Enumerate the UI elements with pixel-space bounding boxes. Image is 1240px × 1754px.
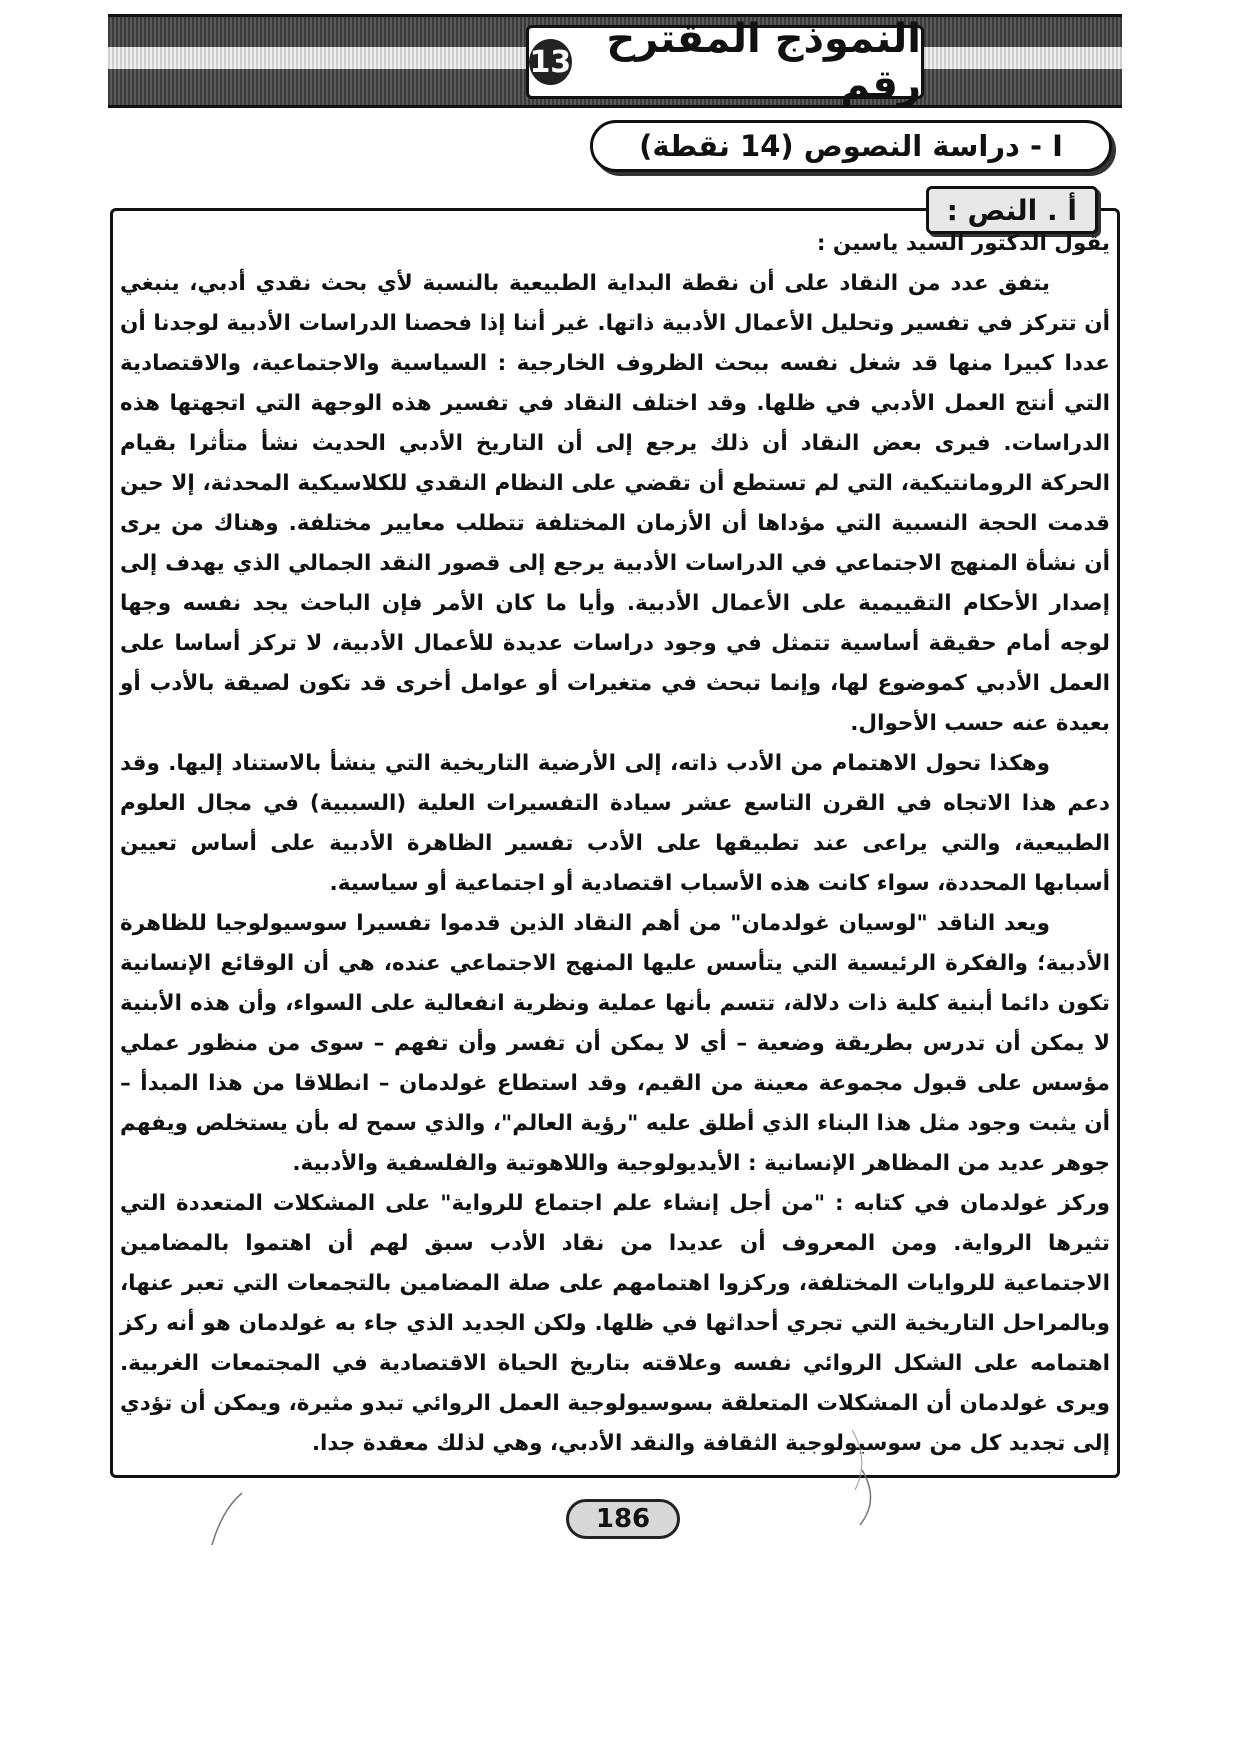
page-number: 186 xyxy=(566,1499,680,1539)
text-body xyxy=(120,224,1110,1464)
paragraph-4: وركز غولدمان في كتابه : "من أجل إنشاء علم اجتماع للرواية" على المشكلات المتعددة التي تثيرها الرواية. ومن المعروف أن عديدا من نقاد الأدب سبق لهم أن اهتموا بالمضامين الاجتماعية للروايات المختلفة، وركزوا اهتمامهم على صلة المضامين بالتجمعات التي تعبر عنها، وبالمراحل التاريخية التي تجري أحداثها في ظلها. ولكن الجديد الذي جاء به غولدمان هو أنه ركز اهتمامه على الشكل الروائي نفسه وعلاقته بتاريخ الحياة الاقتصادية في المجتمعات الغربية. ويرى غولدمان أن المشكلات المتعلقة بسوسيولوجية العمل الروائي تبدو مثيرة، ويمكن أن تؤدي إلى تجديد كل من سوسيولوجية الثقافة والنقد الأدبي، وهي لذلك معقدة جدا. xyxy=(120,1191,1110,1456)
text-tag: أ . النص : xyxy=(926,186,1098,234)
model-number-badge: 13 xyxy=(529,39,572,85)
pen-stroke-right xyxy=(860,1470,871,1525)
paragraph-3: ويعد الناقد "لوسيان غولدمان" من أهم النقاد الذين قدموا تفسيرا سوسيولوجيا للظاهرة الأدبية؛ والفكرة الرئيسية التي يتأسس عليها المنهج الاجتماعي عنده، هي أن الوقائع الإنسانية تكون دائما أبنية كلية ذات دلالة، تتسم بأنها عملية ونظرية انفعالية على السواء، وأن هذه الأبنية لا يمكن أن تدرس بطريقة وضعية – أي لا يمكن أن تفسر وأن تفهم – سوى من منظور عملي مؤسس على قبول مجموعة معينة من القيم، وقد استطاع غولدمان – انطلاقا من هذا المبدأ – أن يثبت وجود مثل هذا البناء الذي أطلق عليه "رؤية العالم"، والذي سمح له بأن يستخلص ويفهم جوهر عديد من المظاهر الإنسانية : الأيديولوجية واللاهوتية والفلسفية والأدبية. xyxy=(120,911,1110,1176)
header-banner xyxy=(108,14,1122,108)
model-title: النموذج المقترح رقم xyxy=(606,16,921,108)
text-intro: يقول الدكتور السيد ياسين : xyxy=(816,231,1110,256)
pen-stroke-left xyxy=(212,1493,242,1545)
paragraph-1: يتفق عدد من النقاد على أن نقطة البداية الطبيعية بالنسبة لأي بحث نقدي أدبي، ينبغي أن تتركز في تفسير وتحليل الأعمال الأدبية ذاتها. غير أننا إذا فحصنا الدراسات الأدبية لوجدنا أن عددا كبيرا منها قد شغل نفسه ببحث الظروف الخارجية : السياسية والاجتماعية، والاقتصادية التي أنتج العمل الأدبي في ظلها. وقد اختلف النقاد في تفسير هذه الوجهة التي اتجهتها هذه الدراسات. فيرى بعض النقاد أن ذلك يرجع إلى أن التاريخ الأدبي الحديث نشأ متأثرا بقيام الحركة الرومانتيكية، التي لم تستطع أن تقضي على النظام النقدي للكلاسيكية المحدثة، إلا حين قدمت الحجة النسبية التي مؤداها أن الأزمان المختلفة تتطلب معايير مختلفة. وهناك من يرى أن نشأة المنهج الاجتماعي في الدراسات الأدبية يرجع إلى قصور النقد الجمالي الذي يهدف إلى إصدار الأحكام التقييمية على الأعمال الأدبية. وأيا ما كان الأمر فإن الباحث يجد نفسه وجها لوجه أمام حقيقة أساسية تتمثل في وجود دراسات عديدة للأعمال الأدبية، لا تركز أساسا على العمل الأدبي كموضوع لها، وإنما تبحث في متغيرات أو عوامل أخرى قد تكون لصيقة بالأدب أو بعيدة عنه حسب الأحوال. xyxy=(120,271,1110,736)
section-heading: I - دراسة النصوص (14 نقطة) xyxy=(590,120,1112,172)
paragraph-2: وهكذا تحول الاهتمام من الأدب ذاته، إلى الأرضية التاريخية التي ينشأ بالاستناد إليها. وقد دعم هذا الاتجاه في القرن التاسع عشر سيادة التفسيرات العلية (السببية) في مجال العلوم الطبيعية، والتي يراعى عند تطبيقها على الأدب تفسير الظاهرة الأدبية على أساس تعيين أسبابها المحددة، سواء كانت هذه الأسباب اقتصادية أو اجتماعية أو سياسية. xyxy=(120,751,1110,896)
banner-title-box xyxy=(526,16,924,108)
